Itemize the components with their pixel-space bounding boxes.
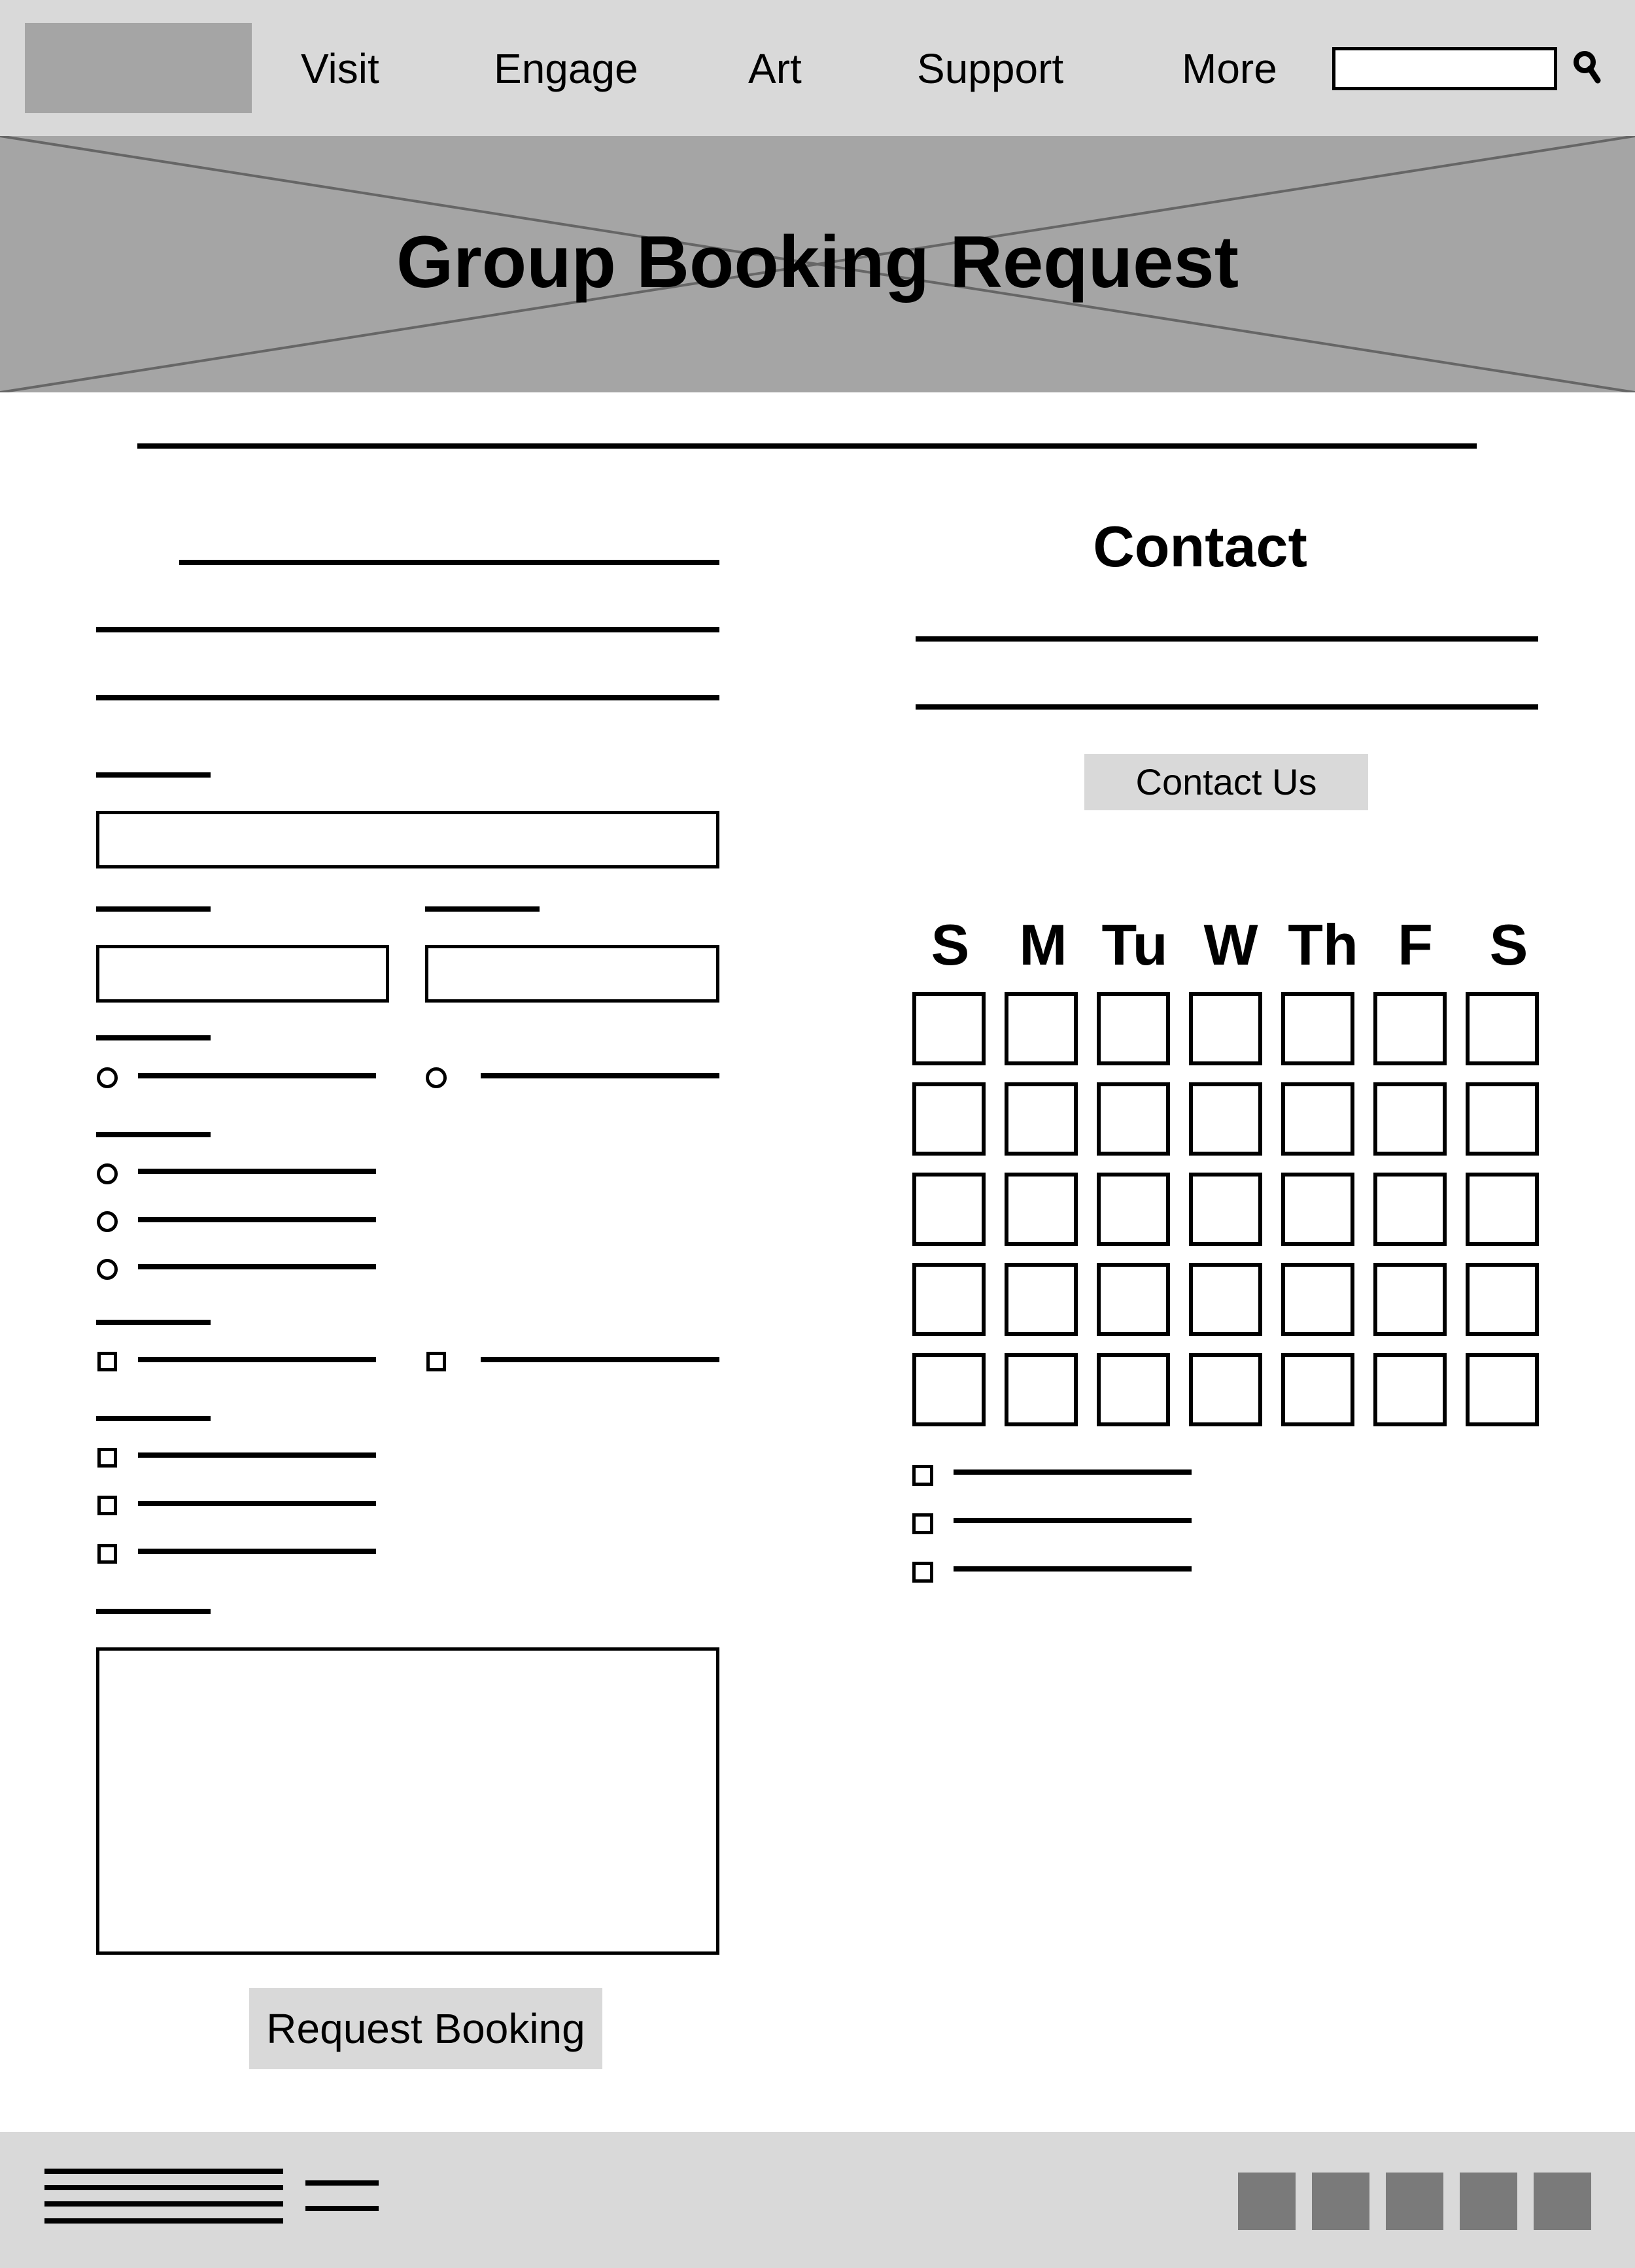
legend-label <box>954 1469 1192 1475</box>
calendar-day-cell[interactable] <box>1097 1353 1170 1426</box>
footer-link-line[interactable] <box>44 2185 283 2190</box>
calendar-day-cell[interactable] <box>912 1353 986 1426</box>
calendar-day-cell[interactable] <box>1281 1353 1354 1426</box>
calendar-day-header: M <box>1019 912 1067 977</box>
field-label <box>96 1416 211 1421</box>
footer-link-line[interactable] <box>44 2218 283 2224</box>
calendar-day-cell[interactable] <box>1373 1353 1447 1426</box>
hero-banner <box>0 136 1635 392</box>
option-label <box>138 1169 376 1174</box>
calendar-day-cell[interactable] <box>1373 1082 1447 1156</box>
calendar-day-cell[interactable] <box>912 1082 986 1156</box>
calendar-day-cell[interactable] <box>1281 1263 1354 1336</box>
footer-link-line[interactable] <box>305 2180 379 2186</box>
section-divider <box>137 443 1477 449</box>
calendar-day-cell[interactable] <box>1189 1353 1262 1426</box>
calendar-day-header: Tu <box>1101 912 1168 977</box>
field-label <box>96 1609 211 1614</box>
calendar-day-cell[interactable] <box>1005 1263 1078 1336</box>
calendar-day-cell[interactable] <box>1189 992 1262 1065</box>
text-field-full[interactable] <box>96 811 719 868</box>
legend-label <box>954 1566 1192 1572</box>
calendar-day-cell[interactable] <box>1097 992 1170 1065</box>
contact-heading: Contact <box>1093 514 1307 579</box>
option-label <box>138 1217 376 1222</box>
nav-support[interactable]: Support <box>917 45 1064 92</box>
calendar-day-cell[interactable] <box>1373 992 1447 1065</box>
nav-visit[interactable]: Visit <box>301 45 379 92</box>
calendar-day-cell[interactable] <box>912 1173 986 1246</box>
social-icon[interactable] <box>1238 2173 1296 2230</box>
legend-checkbox[interactable] <box>912 1465 933 1486</box>
contact-us-button[interactable]: Contact Us <box>1084 754 1368 810</box>
calendar-day-cell[interactable] <box>1281 1173 1354 1246</box>
option-label <box>138 1452 376 1458</box>
option-label <box>481 1357 719 1362</box>
option-label <box>138 1549 376 1554</box>
message-textarea[interactable] <box>96 1647 719 1955</box>
nav-art[interactable]: Art <box>748 45 802 92</box>
calendar-day-cell[interactable] <box>1005 1173 1078 1246</box>
calendar-day-cell[interactable] <box>1097 1082 1170 1156</box>
legend-checkbox[interactable] <box>912 1562 933 1583</box>
option-label <box>138 1073 376 1078</box>
calendar-day-cell[interactable] <box>1373 1263 1447 1336</box>
contact-text-line <box>916 636 1538 642</box>
footer-link-line[interactable] <box>44 2201 283 2207</box>
radio-option[interactable] <box>426 1067 447 1088</box>
social-icon[interactable] <box>1534 2173 1591 2230</box>
calendar-day-header: S <box>931 912 970 977</box>
calendar-day-cell[interactable] <box>1189 1082 1262 1156</box>
logo-placeholder[interactable] <box>25 23 252 113</box>
field-label <box>425 906 540 912</box>
option-label <box>138 1501 376 1506</box>
radio-option[interactable] <box>97 1067 118 1088</box>
field-label <box>96 906 211 912</box>
legend-label <box>954 1518 1192 1523</box>
contact-text-line <box>916 704 1538 710</box>
social-icon[interactable] <box>1386 2173 1443 2230</box>
footer-link-line[interactable] <box>305 2206 379 2211</box>
field-label <box>96 1035 211 1040</box>
search-input[interactable] <box>1332 47 1557 90</box>
calendar-day-cell[interactable] <box>1373 1173 1447 1246</box>
calendar-day-cell[interactable] <box>1466 1353 1539 1426</box>
nav-more[interactable]: More <box>1182 45 1277 92</box>
calendar-day-cell[interactable] <box>1466 1082 1539 1156</box>
checkbox-option[interactable] <box>426 1352 446 1371</box>
form-text-line <box>96 627 719 632</box>
request-booking-button[interactable]: Request Booking <box>249 1988 602 2069</box>
calendar-day-cell[interactable] <box>1466 1263 1539 1336</box>
calendar-day-header: Th <box>1288 912 1358 977</box>
calendar-day-cell[interactable] <box>1097 1263 1170 1336</box>
calendar-day-header: W <box>1203 912 1258 977</box>
calendar-day-header: F <box>1398 912 1433 977</box>
calendar-day-cell[interactable] <box>1281 992 1354 1065</box>
radio-option[interactable] <box>97 1259 118 1280</box>
page-title: Group Booking Request <box>396 221 1239 303</box>
calendar-day-cell[interactable] <box>1005 1082 1078 1156</box>
calendar-day-header: S <box>1489 912 1528 977</box>
form-heading-placeholder <box>179 560 719 565</box>
calendar-day-cell[interactable] <box>1005 992 1078 1065</box>
text-field-right[interactable] <box>425 945 719 1003</box>
legend-checkbox[interactable] <box>912 1513 933 1534</box>
field-label <box>96 1320 211 1325</box>
footer-link-line[interactable] <box>44 2169 283 2174</box>
social-icon[interactable] <box>1312 2173 1369 2230</box>
checkbox-option[interactable] <box>97 1544 117 1564</box>
form-text-line <box>96 695 719 700</box>
calendar-day-cell[interactable] <box>1281 1082 1354 1156</box>
calendar-day-cell[interactable] <box>912 1263 986 1336</box>
calendar-day-cell[interactable] <box>1189 1263 1262 1336</box>
checkbox-option[interactable] <box>97 1496 117 1515</box>
option-label <box>481 1073 719 1078</box>
calendar-day-cell[interactable] <box>1466 1173 1539 1246</box>
radio-option[interactable] <box>97 1163 118 1184</box>
calendar-day-cell[interactable] <box>1189 1173 1262 1246</box>
text-field-left[interactable] <box>96 945 389 1003</box>
calendar-day-cell[interactable] <box>1097 1173 1170 1246</box>
field-label <box>96 772 211 778</box>
calendar-day-cell[interactable] <box>912 992 986 1065</box>
calendar-day-cell[interactable] <box>1005 1353 1078 1426</box>
option-label <box>138 1264 376 1269</box>
checkbox-option[interactable] <box>97 1448 117 1468</box>
calendar-day-cell[interactable] <box>1466 992 1539 1065</box>
option-label <box>138 1357 376 1362</box>
field-label <box>96 1132 211 1137</box>
social-icon[interactable] <box>1460 2173 1517 2230</box>
checkbox-option[interactable] <box>97 1352 117 1371</box>
radio-option[interactable] <box>97 1211 118 1232</box>
search-icon[interactable] <box>1570 49 1602 88</box>
nav-engage[interactable]: Engage <box>494 45 638 92</box>
